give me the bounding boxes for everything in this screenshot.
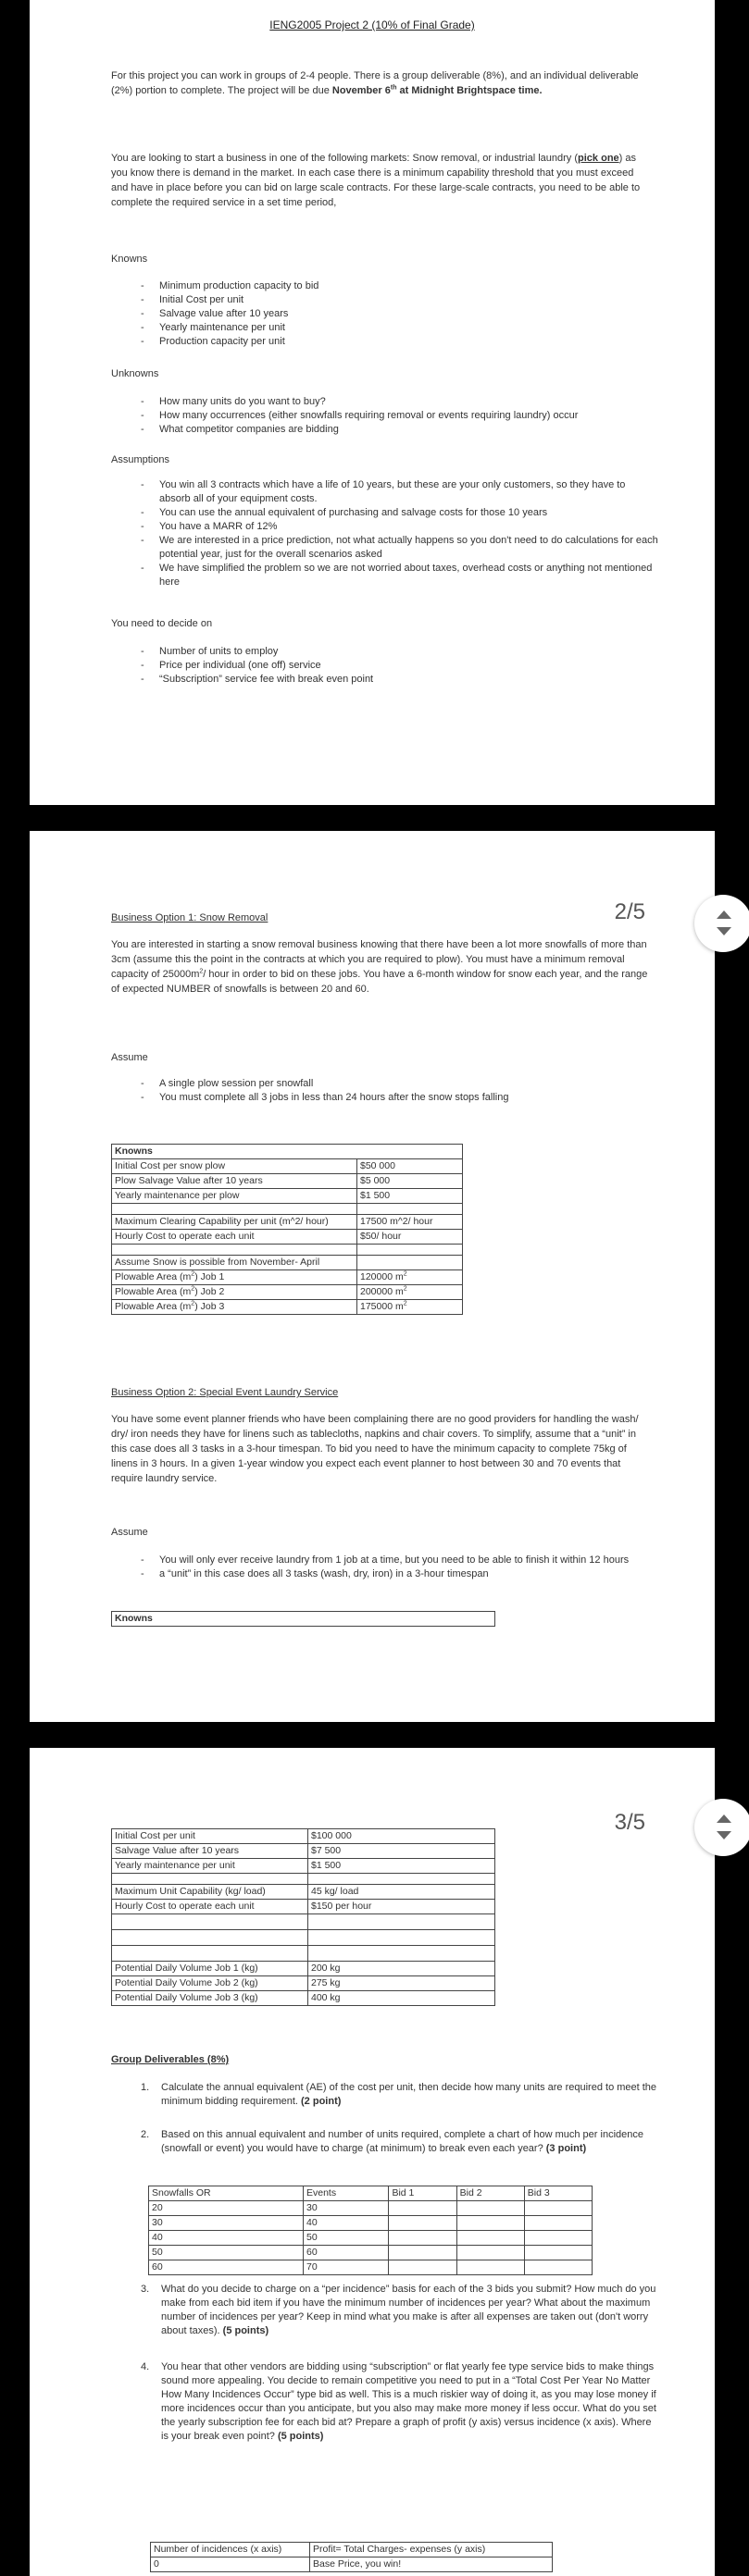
pick-one-emphasis: pick one — [578, 153, 619, 164]
table-cell: 20 — [149, 2201, 304, 2216]
page-nav-control[interactable] — [694, 895, 749, 952]
table-cell: Yearly maintenance per unit — [112, 1859, 308, 1874]
intro-text: For this project you can work in groups of 2-4 people. There is a group deliverable (8%), and an individual deliverable (2%) portion to complete. The project will be due — [111, 70, 639, 96]
list-item: - Price per individual (one off) service — [141, 659, 659, 673]
list-item: - You have a MARR of 12% — [141, 520, 659, 534]
unknowns-heading: Unknowns — [111, 368, 159, 379]
table-cell: 70 — [303, 2260, 388, 2275]
option1-superscript: 2 — [199, 968, 204, 975]
table-cell — [112, 1930, 308, 1946]
table-cell: 50 — [149, 2246, 304, 2260]
table-cell: Knowns — [112, 1612, 495, 1627]
option1-text-2: / hour in order to bid on these jobs. You have a 6-month window for snow each year, and the range of expected NUMBER of snowfalls is between 20 and 60. — [111, 969, 648, 995]
table-cell: $7 500 — [308, 1844, 495, 1859]
area-label: Plowable Area (m — [115, 1301, 192, 1312]
chevron-up-icon[interactable] — [717, 1814, 731, 1823]
page-nav-control[interactable] — [694, 1799, 749, 1856]
table-cell: 50 — [303, 2231, 388, 2246]
area-job: ) Job 3 — [194, 1301, 225, 1312]
table-header-cell: Bid 2 — [456, 2186, 524, 2201]
business-intro-paragraph — [111, 151, 648, 210]
table-cell: 60 — [303, 2246, 388, 2260]
table-cell: Initial Cost per unit — [112, 1829, 308, 1844]
page-number-indicator: 3/5 — [614, 1810, 645, 1835]
table-cell: Base Price, you win! — [310, 2557, 553, 2572]
assume-heading-laundry: Assume — [111, 1527, 148, 1538]
item-points: (2 point) — [301, 2096, 342, 2107]
table-row — [112, 1900, 495, 1914]
table-row — [149, 2246, 593, 2260]
table-cell: $1 500 — [308, 1859, 495, 1874]
item-points: (5 points) — [222, 2325, 269, 2336]
table-row — [112, 1844, 495, 1859]
list-item: - a “unit” in this case does all 3 tasks (wash, dry, iron) in a 3-hour timespan — [141, 1567, 659, 1581]
table-row — [112, 1914, 495, 1930]
list-item: - You will only ever receive laundry from 1 job at a time, but you need to be able to finish it within 12 hours — [141, 1554, 659, 1567]
list-item: - You win all 3 contracts which have a life of 10 years, but these are your only customers, so they have to absorb all of your equipment costs. — [141, 478, 659, 506]
table-header-cell: Profit= Total Charges- expenses (y axis) — [310, 2543, 553, 2557]
area-value: 175000 m — [360, 1301, 404, 1312]
table-cell — [112, 1914, 308, 1930]
table-cell: 17500 m^2/ hour — [357, 1215, 463, 1230]
table-cell — [308, 1874, 495, 1885]
table-cell: $50 000 — [357, 1159, 463, 1174]
list-item: - We have simplified the problem so we are not worried about taxes, overhead costs or anything not mentioned here — [141, 562, 659, 589]
table-cell: Knowns — [112, 1145, 463, 1159]
table-row — [112, 1300, 463, 1315]
table-cell: 60 — [149, 2260, 304, 2275]
table-cell: 200 kg — [308, 1962, 495, 1976]
knowns-list — [141, 279, 659, 349]
table-row — [112, 1245, 463, 1256]
table-row — [112, 1962, 495, 1976]
table-row — [112, 1991, 495, 2006]
table-cell: $50/ hour — [357, 1230, 463, 1245]
table-cell: 40 — [303, 2216, 388, 2231]
table-cell — [456, 2246, 524, 2260]
item-text: Calculate the annual equivalent (AE) of the cost per unit, then decide how many units are required to meet the minimum bidding requirement. — [161, 2082, 657, 2107]
area-label-superscript: 2 — [191, 1285, 195, 1293]
due-date: November 6 — [331, 85, 391, 96]
table-cell: Hourly Cost to operate each unit — [112, 1900, 308, 1914]
table-cell: $150 per hour — [308, 1900, 495, 1914]
list-item: - What competitor companies are bidding — [141, 423, 659, 437]
table-cell — [389, 2216, 456, 2231]
table-cell — [112, 1245, 357, 1256]
table-row — [112, 1285, 463, 1300]
table-cell: Potential Daily Volume Job 2 (kg) — [112, 1976, 308, 1991]
table-row — [112, 1885, 495, 1900]
table-cell: 0 — [151, 2557, 310, 2572]
area-label: Plowable Area (m — [115, 1271, 192, 1282]
item-text: What do you decide to charge on a “per incidence” basis for each of the 3 bids you submit? How much do you make from each bid item if you have the minimum number of incidences per year? What about the maximum number of incidences per year? Keep in mind what you make is after all expenses are taken out (don't worry about taxes). — [161, 2284, 656, 2336]
table-cell: 30 — [149, 2216, 304, 2231]
table-cell — [524, 2246, 592, 2260]
area-label-superscript: 2 — [191, 1300, 195, 1307]
profit-table — [150, 2542, 553, 2572]
table-cell — [456, 2201, 524, 2216]
table-row — [149, 2216, 593, 2231]
option2-paragraph: You have some event planner friends who have been complaining there are no good providers for handling the wash/ dry/ iron needs they have for linens such as tablecloths, napkins and chair covers. To simplify, assume that a “unit” in this case does all 3 tasks in a 3-hour timespan. To bid you need to have the minimum capacity to complete 75kg of linens in 3 hours. In a given 1-year window you expect each event planner to host between 30 and 70 events that require laundry service. — [111, 1414, 639, 1484]
chevron-down-icon[interactable] — [717, 927, 731, 935]
table-cell — [357, 1204, 463, 1215]
table-cell — [357, 1285, 463, 1300]
item-points: (5 points) — [277, 2431, 324, 2442]
table-row — [112, 1930, 495, 1946]
table-cell — [524, 2216, 592, 2231]
table-cell: 30 — [303, 2201, 388, 2216]
business-intro-text-2: ) as you know there is demand in the market. In each case there is a minimum capability threshold that you must exceed and have in place before you can bid on large scale contracts. For these large-scale contracts, you need to be able to complete the required service in a set time period, — [111, 153, 641, 208]
table-cell — [456, 2216, 524, 2231]
table-header-cell: Number of incidences (x axis) — [151, 2543, 310, 2557]
list-item: - How many units do you want to buy? — [141, 395, 659, 409]
list-item: - You must complete all 3 jobs in less than 24 hours after the snow stops falling — [141, 1091, 659, 1105]
area-value: 200000 m — [360, 1286, 404, 1297]
list-item: - Minimum production capacity to bid — [141, 279, 659, 293]
area-job: ) Job 1 — [194, 1271, 225, 1282]
table-cell: $100 000 — [308, 1829, 495, 1844]
area-label-superscript: 2 — [191, 1270, 195, 1278]
table-row — [112, 1204, 463, 1215]
table-row — [112, 1976, 495, 1991]
business-intro-text: You are looking to start a business in one of the following markets: Snow removal, or industrial laundry ( — [111, 153, 579, 164]
document-title: IENG2005 Project 2 (10% of Final Grade) — [269, 19, 475, 31]
table-cell: 45 kg/ load — [308, 1885, 495, 1900]
table-cell: Maximum Unit Capability (kg/ load) — [112, 1885, 308, 1900]
list-item: - Production capacity per unit — [141, 335, 659, 349]
item-number: 1. — [141, 2082, 150, 2093]
table-cell: 40 — [149, 2231, 304, 2246]
assume-list-snow — [141, 1077, 659, 1105]
snow-knowns-table — [111, 1144, 463, 1315]
table-cell — [456, 2260, 524, 2275]
area-value: 120000 m — [360, 1271, 404, 1282]
table-cell — [112, 1285, 357, 1300]
area-job: ) Job 2 — [194, 1286, 225, 1297]
table-row — [112, 1189, 463, 1204]
area-unit-superscript: 2 — [403, 1270, 407, 1278]
table-cell — [456, 2231, 524, 2246]
list-item — [141, 2128, 659, 2156]
option1-paragraph — [111, 937, 648, 997]
assumptions-list — [141, 478, 659, 589]
table-header-cell: Bid 3 — [524, 2186, 592, 2201]
deliverable-1 — [141, 2081, 659, 2109]
table-cell: 275 kg — [308, 1976, 495, 1991]
table-row — [149, 2201, 593, 2216]
table-cell — [112, 1874, 308, 1885]
table-row — [112, 1159, 463, 1174]
table-header-cell: Events — [303, 2186, 388, 2201]
table-cell: Potential Daily Volume Job 3 (kg) — [112, 1991, 308, 2006]
option1-text: You are interested in starting a snow removal business knowing that there have been a lot more snowfalls of more than 3cm (assume this the point in the contracts at which you are required to plow). You must have a minimum removal capacity of 25000m — [111, 939, 647, 980]
table-row — [112, 1859, 495, 1874]
item-points: (3 point) — [545, 2143, 587, 2154]
table-cell — [524, 2201, 592, 2216]
table-row — [112, 1256, 463, 1270]
table-cell: 400 kg — [308, 1991, 495, 2006]
table-cell: $5 000 — [357, 1174, 463, 1189]
list-item: - Salvage value after 10 years — [141, 307, 659, 321]
table-row — [112, 1215, 463, 1230]
table-header-cell: Snowfalls OR — [149, 2186, 304, 2201]
table-row — [112, 1145, 463, 1159]
bid-chart-table — [148, 2186, 593, 2275]
chevron-down-icon[interactable] — [717, 1831, 731, 1839]
table-cell: Assume Snow is possible from November- April — [112, 1256, 357, 1270]
group-deliverables-heading: Group Deliverables (8%) — [111, 2054, 230, 2065]
decide-list — [141, 645, 659, 687]
deliverable-4 — [141, 2360, 659, 2444]
table-cell — [357, 1270, 463, 1285]
list-item: - You can use the annual equivalent of purchasing and salvage costs for those 10 years — [141, 506, 659, 520]
table-cell — [357, 1245, 463, 1256]
table-cell: Salvage Value after 10 years — [112, 1844, 308, 1859]
table-cell — [308, 1946, 495, 1962]
table-row — [112, 1874, 495, 1885]
list-item: - “Subscription” service fee with break even point — [141, 673, 659, 687]
list-item: - We are interested in a price prediction, not what actually happens so you don't need to do calculations for each potential year, just for the overall scenarios asked — [141, 534, 659, 562]
table-cell — [524, 2231, 592, 2246]
list-item — [141, 2081, 659, 2109]
assume-list-laundry — [141, 1554, 659, 1581]
assume-heading: Assume — [111, 1052, 148, 1063]
laundry-knowns-table — [111, 1828, 495, 2006]
table-cell — [389, 2246, 456, 2260]
table-row — [112, 1829, 495, 1844]
item-text: You hear that other vendors are bidding using “subscription” or flat yearly fee type service bids to make things sound more appealing. You decide to remain competitive you need to put in a “Total Cost Per Year No Matter How Many Incidences Occur” type bid as well. This is a much riskier way of doing it, as you may lose money if more incidences occur than you anticipate, but you also may make more money if less occur. What do you set the yearly subscription fee for each bid at? Prepare a graph of profit (y axis) versus incidence (x axis). Where is your break even point? — [161, 2361, 656, 2442]
assumptions-heading: Assumptions — [111, 454, 169, 465]
table-cell — [112, 1270, 357, 1285]
table-cell — [357, 1256, 463, 1270]
table-cell — [112, 1300, 357, 1315]
page-number-indicator: 2/5 — [614, 899, 645, 924]
item-text: Based on this annual equivalent and number of units required, complete a chart of how much per incidence (snowfall or event) you would have to charge (at minimum) to break even each year? — [161, 2129, 643, 2154]
knowns-heading: Knowns — [111, 254, 148, 265]
unknowns-list — [141, 395, 659, 437]
table-cell: Initial Cost per snow plow — [112, 1159, 357, 1174]
table-cell — [389, 2201, 456, 2216]
table-cell — [524, 2260, 592, 2275]
deliverable-3 — [141, 2283, 659, 2338]
deliverable-2 — [141, 2128, 659, 2156]
table-cell — [389, 2260, 456, 2275]
list-item: - Number of units to employ — [141, 645, 659, 659]
due-time: at Midnight Brightspace time. — [396, 85, 543, 96]
table-row — [149, 2231, 593, 2246]
list-item: - How many occurrences (either snowfalls requiring removal or events requiring laundry) occur — [141, 409, 659, 423]
list-item: - Yearly maintenance per unit — [141, 321, 659, 335]
area-unit-superscript: 2 — [403, 1285, 407, 1293]
table-cell — [112, 1946, 308, 1962]
table-row — [112, 1270, 463, 1285]
area-unit-superscript: 2 — [403, 1300, 407, 1307]
document-page-1 — [30, 0, 715, 805]
item-number: 4. — [141, 2361, 150, 2372]
table-header-row — [149, 2186, 593, 2201]
option1-heading: Business Option 1: Snow Removal — [111, 912, 268, 923]
list-item — [141, 2360, 659, 2444]
item-number: 3. — [141, 2284, 150, 2295]
table-row — [112, 1946, 495, 1962]
chevron-up-icon[interactable] — [717, 910, 731, 919]
table-row — [112, 1230, 463, 1245]
table-cell: $1 500 — [357, 1189, 463, 1204]
due-date-suffix: th — [390, 84, 397, 92]
table-row — [112, 1612, 495, 1627]
list-item: - A single plow session per snowfall — [141, 1077, 659, 1091]
list-item — [141, 2283, 659, 2338]
table-row — [112, 1174, 463, 1189]
item-number: 2. — [141, 2129, 150, 2140]
table-cell: Potential Daily Volume Job 1 (kg) — [112, 1962, 308, 1976]
table-header-row — [151, 2543, 553, 2557]
table-cell — [389, 2231, 456, 2246]
list-item: - Initial Cost per unit — [141, 293, 659, 307]
intro-paragraph — [111, 68, 648, 98]
laundry-knowns-header-table — [111, 1611, 495, 1627]
table-cell — [357, 1300, 463, 1315]
table-cell — [308, 1914, 495, 1930]
document-page-2 — [30, 831, 715, 1722]
document-page-3 — [30, 1748, 715, 2576]
table-cell: Yearly maintenance per plow — [112, 1189, 357, 1204]
table-cell: Hourly Cost to operate each unit — [112, 1230, 357, 1245]
area-label: Plowable Area (m — [115, 1286, 192, 1297]
table-cell: Plow Salvage Value after 10 years — [112, 1174, 357, 1189]
table-cell — [308, 1930, 495, 1946]
table-cell — [112, 1204, 357, 1215]
option2-heading: Business Option 2: Special Event Laundry Service — [111, 1387, 339, 1398]
decide-heading: You need to decide on — [111, 618, 213, 629]
table-cell: Maximum Clearing Capability per unit (m^2/ hour) — [112, 1215, 357, 1230]
table-header-cell: Bid 1 — [389, 2186, 456, 2201]
table-row — [149, 2260, 593, 2275]
table-row — [151, 2557, 553, 2572]
